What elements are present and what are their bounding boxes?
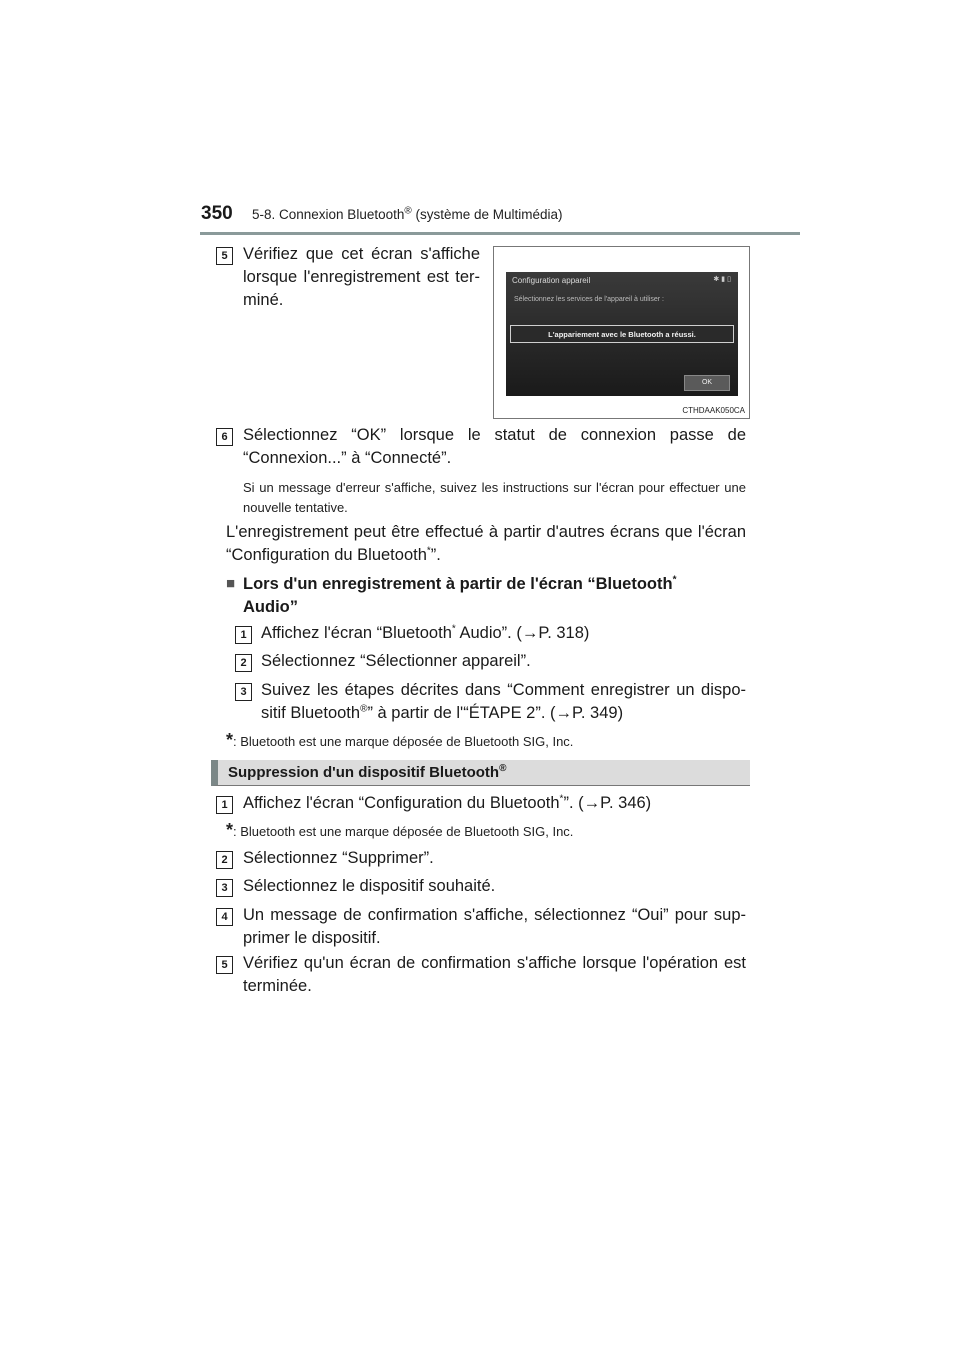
step-text: Sélectionnez “OK” lorsque le statut de connexion passe de “Connexion...” à “Connecté”.: [243, 426, 746, 467]
display-screen: [506, 272, 738, 396]
step-text-b: ” à partir de l'“ÉTAPE 2”. (→P. 349): [367, 704, 624, 722]
step-text: Un message de confirmation s'affiche, sélectionnez “Oui” pour sup-primer le dispositif.: [243, 906, 746, 947]
pairing-success-message: L'appariement avec le Bluetooth a réussi.: [510, 325, 734, 343]
step-number: 5: [216, 956, 233, 974]
square-bullet-icon: ■: [226, 575, 236, 592]
footnote-text: : Bluetooth est une marque déposée de Bluetooth SIG, Inc.: [233, 824, 574, 839]
asterisk-mark: *: [559, 793, 564, 805]
step-text: [261, 622, 746, 645]
step-text: Sélectionnez le dispositif souhaité.: [243, 877, 496, 895]
step-number: 5: [216, 247, 233, 265]
step-number: 1: [235, 626, 252, 644]
footnote: [226, 730, 746, 752]
footnote: [226, 820, 746, 842]
footnote-text: : Bluetooth est une marque déposée de Bluetooth SIG, Inc.: [233, 734, 574, 749]
asterisk-mark: *: [672, 574, 677, 586]
step-note: Si un message d'erreur s'affiche, suivez les instructions sur l'écran pour effectuer une nouvelle tentative.: [243, 480, 746, 515]
step-text: Vérifiez que cet écran s'affiche lorsque l'enregistrement est ter-miné.: [243, 245, 480, 309]
registered-mark: ®: [499, 763, 507, 774]
subsection-title-end: Audio”: [243, 598, 298, 616]
ok-button[interactable]: OK: [684, 375, 730, 391]
paragraph-text-end: ”.: [430, 546, 441, 564]
step-number: 6: [216, 428, 233, 446]
running-header-text: 5-8. Connexion Bluetooth: [252, 207, 405, 222]
step-text: Sélectionnez “Supprimer”.: [243, 849, 434, 867]
status-icons: [713, 275, 733, 283]
signal-icon: ▮: [721, 276, 728, 283]
step-text-b: ”. (→P. 346): [563, 794, 652, 812]
page-number: 350: [201, 203, 233, 224]
section-title-text: Suppression d'un dispositif Bluetooth: [228, 764, 500, 781]
step-text-a: Suivez les étapes décrites dans “Comment enregistrer un dispo-sitif Bluetooth: [261, 681, 746, 722]
screenshot-figure: [493, 246, 750, 419]
asterisk-mark: *: [451, 623, 456, 635]
screen-subtitle: Sélectionnez les services de l'appareil à utiliser :: [514, 296, 664, 303]
step-text-b: Audio”. (→P. 318): [455, 624, 590, 642]
step-text: Sélectionnez “Sélectionner appareil”.: [261, 652, 531, 670]
asterisk-mark: *: [226, 730, 234, 750]
step-text-a: Affichez l'écran “Configuration du Bluetooth: [243, 794, 560, 812]
step-text-a: Affichez l'écran “Bluetooth: [261, 624, 452, 642]
header-rule: [200, 232, 800, 235]
asterisk-mark: *: [226, 820, 234, 840]
step-text: [243, 792, 746, 815]
step-number: 3: [216, 879, 233, 897]
bluetooth-icon: ✱: [713, 276, 722, 283]
section-title: [228, 764, 506, 781]
running-header-suffix: (système de Multimédia): [411, 207, 563, 222]
paragraph-text: L'enregistrement peut être effectué à partir d'autres écrans que l'écran “Configuration du Bluetooth: [226, 523, 746, 564]
step-number: 2: [235, 654, 252, 672]
figure-code: CTHDAAK050CA: [682, 406, 745, 415]
paragraph: [226, 521, 746, 567]
step-text: [261, 679, 746, 725]
running-header: [252, 207, 563, 222]
battery-icon: ▯: [727, 276, 733, 283]
registered-mark: ®: [404, 205, 412, 217]
step-number: 2: [216, 851, 233, 869]
screen-title: Configuration appareil: [512, 276, 591, 285]
subsection-title: [243, 573, 746, 619]
step-number: 3: [235, 683, 252, 701]
step-text: Vérifiez qu'un écran de confirmation s'affiche lorsque l'opération est terminée.: [243, 954, 746, 995]
step-number: 1: [216, 796, 233, 814]
section-heading-bar: [211, 760, 750, 786]
asterisk-mark: *: [426, 545, 431, 557]
step-number: 4: [216, 908, 233, 926]
subsection-title-text: Lors d'un enregistrement à partir de l'écran “Bluetooth: [243, 575, 673, 593]
registered-mark: ®: [360, 703, 368, 715]
